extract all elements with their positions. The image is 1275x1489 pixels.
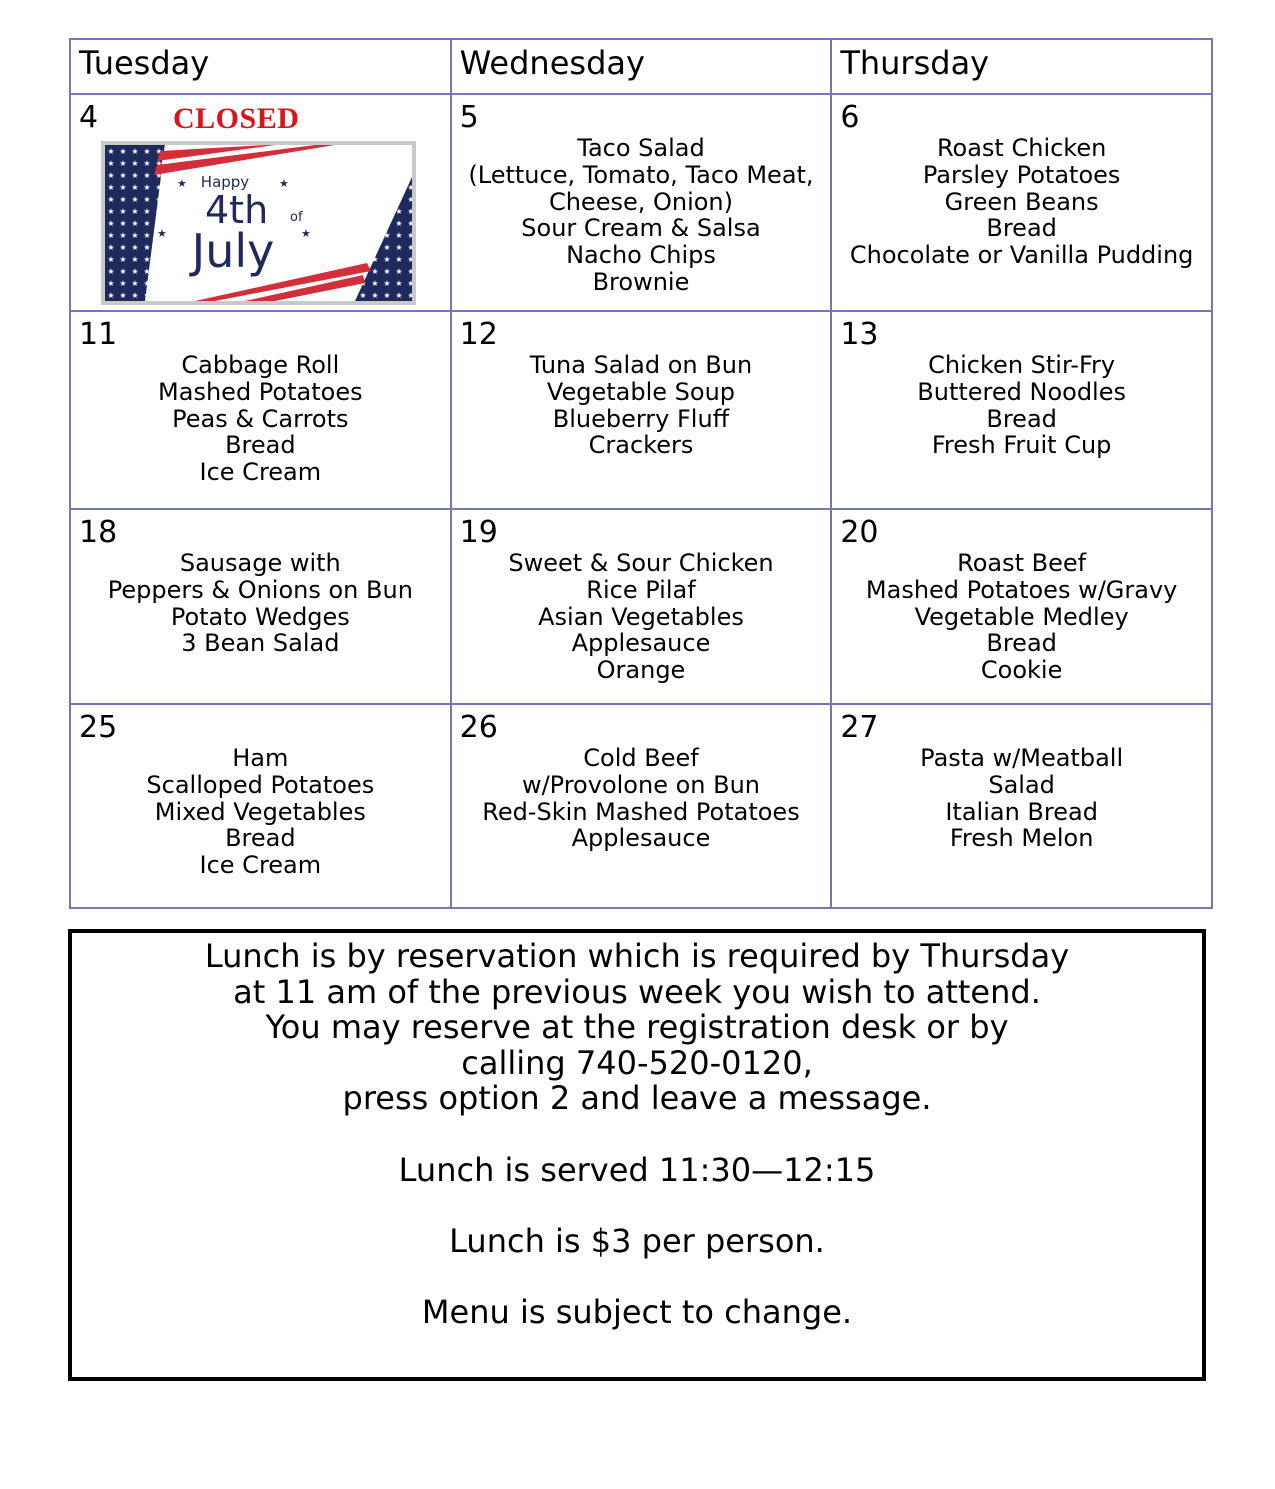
day-cell-wednesday xyxy=(451,311,832,509)
day-cell-tuesday xyxy=(70,704,451,908)
menu-item: Green Beans xyxy=(944,187,1099,216)
menu-item: Chocolate or Vanilla Pudding xyxy=(849,241,1194,270)
star-icon: ★ xyxy=(301,227,311,240)
week-row xyxy=(70,704,1212,908)
menu-item: Bread xyxy=(986,214,1057,243)
header-tuesday: Tuesday xyxy=(70,39,451,94)
menu-item: Bread xyxy=(986,404,1057,433)
menu-item: w/Provolone on Bun xyxy=(521,770,760,799)
day-cell-thursday xyxy=(831,311,1212,509)
day-cell-thursday xyxy=(831,704,1212,908)
menu-item: Salad xyxy=(988,770,1055,799)
day-number: 20 xyxy=(840,515,879,550)
menu-item: Ham xyxy=(232,744,289,772)
header-thursday: Thursday xyxy=(831,39,1212,94)
menu-item: Sausage with xyxy=(179,549,341,577)
reservation-line: at 11 am of the previous week you wish to attend. xyxy=(233,972,1041,1011)
spacer xyxy=(72,1188,1202,1224)
menu-items xyxy=(832,745,1211,852)
star-icon: ★ xyxy=(177,177,187,190)
day-cell-wednesday xyxy=(451,509,832,704)
day-number: 19 xyxy=(459,515,498,550)
menu-items xyxy=(71,550,450,657)
menu-item: Cheese, Onion) xyxy=(548,187,734,216)
day-number: 25 xyxy=(79,710,118,745)
menu-item: Peppers & Onions on Bun xyxy=(107,575,413,604)
menu-items xyxy=(71,352,450,486)
day-cell-content xyxy=(71,312,450,508)
holiday-text: of xyxy=(290,210,303,225)
day-cell-thursday xyxy=(831,509,1212,704)
menu-item: Parsley Potatoes xyxy=(922,160,1121,189)
menu-disclaimer: Menu is subject to change. xyxy=(421,1292,853,1331)
header-wednesday: Wednesday xyxy=(451,39,832,94)
lunch-price: Lunch is $3 per person. xyxy=(449,1221,825,1260)
menu-item: Vegetable Medley xyxy=(914,602,1129,631)
menu-item: Bread xyxy=(225,431,296,460)
day-cell-content xyxy=(832,312,1211,508)
menu-item: Blueberry Fluff xyxy=(552,404,730,433)
menu-item: Mashed Potatoes w/Gravy xyxy=(865,575,1178,604)
menu-item: Mashed Potatoes xyxy=(158,377,363,406)
menu-item: Ice Cream xyxy=(199,458,322,487)
day-cell-content xyxy=(832,705,1211,907)
menu-item: Asian Vegetables xyxy=(538,602,744,631)
lunch-info-box xyxy=(68,929,1206,1381)
fourth-of-july-banner xyxy=(101,141,416,305)
menu-item: Brownie xyxy=(592,267,690,296)
menu-item: Sour Cream & Salsa xyxy=(521,214,761,243)
menu-item: 3 Bean Salad xyxy=(181,629,340,658)
menu-items xyxy=(452,745,831,852)
menu-item: Red-Skin Mashed Potatoes xyxy=(482,797,800,826)
menu-item: Bread xyxy=(986,629,1057,658)
menu-item: Applesauce xyxy=(571,824,711,853)
menu-calendar xyxy=(69,38,1213,909)
menu-item: Mixed Vegetables xyxy=(154,797,366,826)
day-number: 18 xyxy=(79,515,118,550)
day-cell-content xyxy=(71,510,450,703)
day-cell-tuesday xyxy=(70,94,451,311)
day-cell-thursday xyxy=(831,94,1212,311)
menu-items xyxy=(832,550,1211,684)
day-number: 13 xyxy=(840,317,879,352)
menu-item: Nacho Chips xyxy=(566,241,716,270)
menu-item: Vegetable Soup xyxy=(546,377,736,406)
menu-items xyxy=(832,352,1211,459)
menu-items xyxy=(832,135,1211,269)
day-cell-wednesday xyxy=(451,704,832,908)
reservation-line: You may reserve at the registration desk or by xyxy=(265,1008,1009,1047)
menu-item: Bread xyxy=(225,824,296,853)
spacer xyxy=(72,1117,1202,1153)
menu-item: Cold Beef xyxy=(583,744,699,772)
menu-item: Roast Beef xyxy=(957,549,1087,577)
day-cell-content xyxy=(832,95,1211,310)
menu-item: Applesauce xyxy=(571,629,711,658)
menu-item: Crackers xyxy=(588,431,694,460)
menu-items xyxy=(452,135,831,296)
day-cell-content xyxy=(452,510,831,703)
menu-item: Rice Pilaf xyxy=(586,575,696,604)
day-number: 4 xyxy=(79,100,99,135)
reservation-line: calling 740-520-0120, xyxy=(461,1043,813,1082)
day-cell-wednesday xyxy=(451,94,832,311)
day-cell-tuesday xyxy=(70,509,451,704)
menu-item: Fresh Melon xyxy=(949,824,1094,853)
holiday-text: Happy xyxy=(200,173,250,191)
menu-items xyxy=(71,745,450,879)
reservation-line: press option 2 and leave a message. xyxy=(342,1079,932,1118)
menu-item: Pasta w/Meatball xyxy=(920,744,1124,772)
week-row xyxy=(70,311,1212,509)
reservation-line: Lunch is by reservation which is required by Thursday xyxy=(204,937,1070,975)
holiday-text: July xyxy=(191,224,275,278)
menu-item: Scalloped Potatoes xyxy=(146,770,375,799)
week-row xyxy=(70,94,1212,311)
menu-item: (Lettuce, Tomato, Taco Meat, xyxy=(468,160,814,189)
weekday-header-row xyxy=(70,39,1212,94)
menu-item: Roast Chicken xyxy=(936,134,1107,162)
serving-time: Lunch is served 11:30—12:15 xyxy=(398,1150,876,1189)
day-number: 27 xyxy=(840,710,879,745)
menu-item: Orange xyxy=(596,656,686,685)
day-cell-content xyxy=(71,705,450,907)
menu-item: Cabbage Roll xyxy=(181,351,340,379)
menu-item: Fresh Fruit Cup xyxy=(931,431,1112,460)
closed-label: CLOSED xyxy=(173,102,300,135)
menu-item: Buttered Noodles xyxy=(917,377,1126,406)
menu-item: Sweet & Sour Chicken xyxy=(508,549,774,577)
day-number: 12 xyxy=(459,317,498,352)
menu-item: Ice Cream xyxy=(199,851,322,880)
menu-item: Italian Bread xyxy=(945,797,1098,826)
reservation-instructions xyxy=(72,939,1202,1117)
star-icon: ★ xyxy=(157,227,167,240)
day-cell-tuesday xyxy=(70,311,451,509)
menu-item: Chicken Stir-Fry xyxy=(928,351,1116,379)
day-number: 6 xyxy=(840,100,860,135)
holiday-text: 4th xyxy=(205,188,269,232)
menu-items xyxy=(452,550,831,684)
day-cell-content xyxy=(832,510,1211,703)
day-number: 5 xyxy=(459,100,479,135)
menu-item: Potato Wedges xyxy=(170,602,350,631)
day-number: 26 xyxy=(459,710,498,745)
day-cell-content xyxy=(71,95,450,310)
menu-item: Cookie xyxy=(980,656,1063,685)
week-row xyxy=(70,509,1212,704)
menu-item: Tuna Salad on Bun xyxy=(529,351,753,379)
menu-item: Taco Salad xyxy=(577,134,705,162)
day-cell-content xyxy=(452,312,831,508)
day-cell-content xyxy=(452,95,831,310)
menu-item: Peas & Carrots xyxy=(172,404,349,433)
day-cell-content xyxy=(452,705,831,907)
spacer xyxy=(72,1259,1202,1295)
star-icon: ★ xyxy=(279,177,289,190)
menu-items xyxy=(452,352,831,459)
day-number: 11 xyxy=(79,317,118,352)
